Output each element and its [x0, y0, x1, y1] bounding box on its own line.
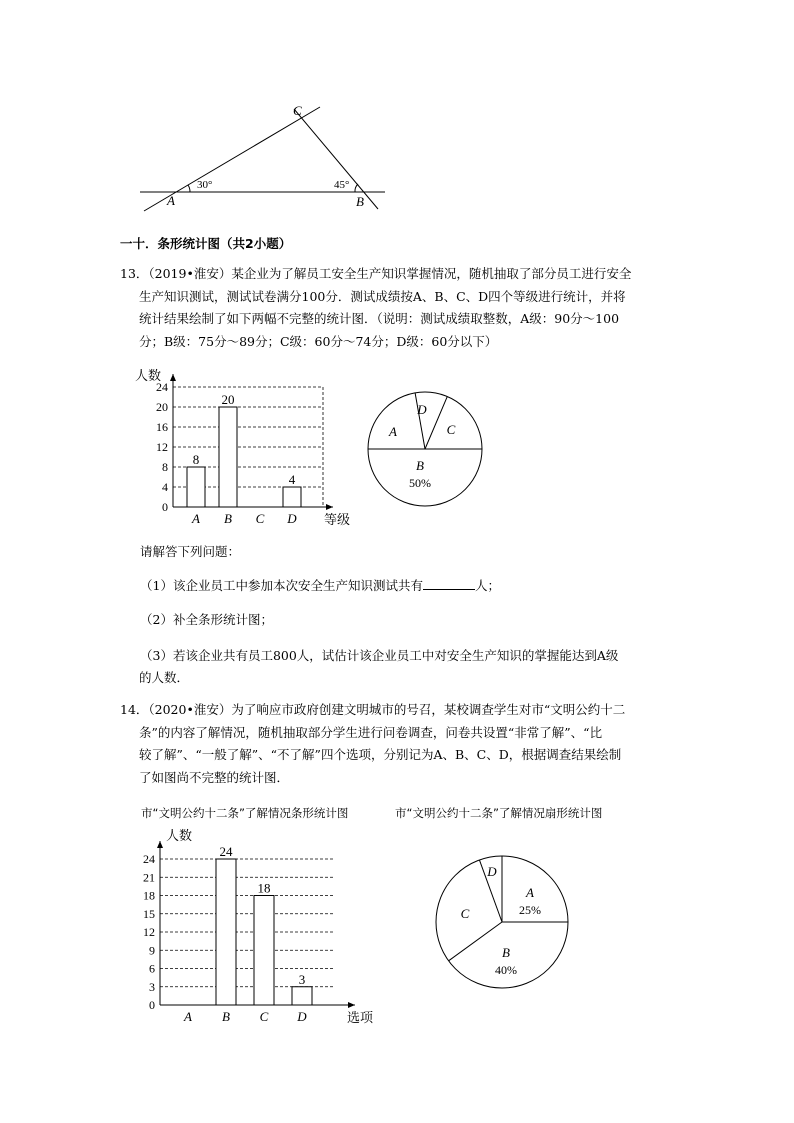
q13-sub1 — [140, 577, 700, 594]
bar-value-label: 20 — [221, 392, 235, 407]
q13-line-3: 统计结果绘制了如下两幅不完整的统计图．（说明：测试成绩取整数，A级：90分～100 — [139, 311, 620, 326]
q14-line-1-text: 为了响应市政府创建文明城市的号召，某校调查学生对市“文明公约十二 — [231, 702, 626, 717]
q13-sub2: （2）补全条形统计图； — [140, 612, 273, 627]
q14-bar-caption: 市“文明公约十二条”了解情况条形统计图 — [141, 806, 349, 820]
pie-slice-label: C — [446, 422, 456, 437]
vertex-c-label: C — [293, 103, 302, 118]
y-axis-arrow — [170, 374, 176, 381]
pie-slice-label: A — [389, 424, 397, 439]
bar-value-label: 8 — [192, 452, 200, 467]
x-axis-label: 选项 — [347, 1010, 374, 1025]
category-label: D — [297, 1009, 307, 1024]
q13-line-4: 分；B级：75分～89分；C级：60分～74分；D级：60分以下） — [139, 333, 498, 349]
line-bc — [294, 109, 378, 209]
q13-sub3-line1: （3）若该企业共有员工800人，试估计该企业员工中对安全生产知识的掌握能达到A级 — [140, 648, 619, 663]
q13-prompt: 请解答下列问题： — [140, 544, 241, 559]
q13-line-1 — [120, 263, 680, 286]
y-axis-arrow — [157, 841, 163, 848]
pie-slice-label: D — [487, 864, 497, 879]
y-tick-label: 8 — [162, 460, 168, 474]
y-tick-label: 24 — [156, 380, 168, 394]
x-axis-arrow — [348, 1002, 355, 1008]
vertex-b-label: B — [356, 194, 364, 209]
q14-pie-chart — [430, 850, 575, 995]
angle-b-label: 45° — [334, 179, 350, 191]
category-label: A — [184, 1009, 192, 1024]
triangle-figure — [130, 95, 400, 220]
q13-subquestions — [140, 543, 700, 689]
y-tick-label: 3 — [149, 979, 155, 994]
angle-a-arc — [188, 185, 190, 192]
y-tick-label: 21 — [143, 870, 155, 885]
q14-number: 14． — [120, 702, 149, 717]
q13-answer-blank[interactable] — [423, 578, 475, 590]
bar — [216, 859, 236, 1005]
y-tick-label: 12 — [156, 440, 168, 454]
q13-text — [120, 263, 680, 353]
q13-pie-chart — [360, 382, 490, 512]
y-tick-label: 20 — [156, 400, 168, 414]
q13-number: 13． — [120, 266, 149, 281]
x-axis-label: 等级 — [324, 512, 351, 527]
pie-value-label: 50% — [409, 476, 431, 490]
category-label: B — [222, 1009, 230, 1024]
y-tick-label: 16 — [156, 420, 168, 434]
pie-slice-label: D — [417, 402, 427, 417]
angle-a-label: 30° — [197, 179, 213, 191]
q14-line-4: 了如图尚不完整的统计图． — [139, 769, 290, 785]
category-label: A — [192, 511, 200, 526]
q14-line-3: 较了解”、“一般了解”、“不了解”四个选项，分别记为A、B、C、D，根据调查结果绘制 — [139, 747, 622, 762]
y-tick-label: 12 — [143, 925, 155, 939]
q14-bar-chart — [135, 825, 385, 1025]
y-tick-label: 0 — [162, 500, 168, 514]
bar-value-label: 18 — [257, 880, 271, 896]
bar-value-label: 3 — [298, 971, 306, 987]
pie-slice-label: B — [502, 945, 510, 960]
section-title: 一十．条形统计图（共2小题） — [120, 236, 292, 251]
category-label: C — [255, 511, 265, 526]
y-tick-label: 9 — [149, 943, 155, 958]
y-axis-label: 人数 — [166, 828, 193, 843]
pie-slice-label: B — [416, 458, 424, 473]
pie-slice-label: A — [526, 885, 534, 900]
q14-source: （2020•淮安） — [148, 702, 232, 717]
q13-sub1-text: （1）该企业员工中参加本次安全生产知识测试共有 — [140, 578, 423, 593]
pie-value-label: 40% — [495, 963, 517, 977]
q13-source: （2019•淮安） — [148, 266, 232, 281]
bar-value-label: 24 — [219, 844, 233, 859]
category-label: B — [224, 511, 232, 526]
q13-sub1-tail: 人； — [474, 578, 500, 593]
q13-sub3-line2: 的人数． — [139, 670, 190, 685]
bar — [292, 987, 312, 1005]
q14-line-1 — [120, 699, 680, 722]
pie-slice-label: C — [460, 906, 470, 921]
q14-line-2: 条”的内容了解情况，随机抽取部分学生进行问卷调查，问卷共设置“非常了解”、“比 — [139, 724, 603, 740]
y-tick-label: 24 — [143, 852, 155, 866]
bar — [187, 467, 205, 507]
q13-bar-chart — [130, 362, 370, 532]
category-label: C — [259, 1009, 269, 1024]
q13-line-1-text: 某企业为了解员工安全生产知识掌握情况，随机抽取了部分员工进行安全 — [231, 266, 632, 281]
bar — [219, 407, 237, 507]
y-tick-label: 0 — [149, 998, 155, 1012]
vertex-a-label: A — [167, 193, 175, 208]
x-axis-arrow — [326, 504, 333, 510]
y-tick-label: 6 — [149, 961, 155, 976]
q14-text — [120, 699, 680, 789]
y-tick-label: 18 — [143, 888, 155, 903]
q14-pie-caption: 市“文明公约十二条”了解情况扇形统计图 — [395, 806, 603, 820]
angle-b-arc — [355, 184, 358, 192]
bar — [254, 896, 274, 1006]
bar-value-label: 4 — [288, 472, 296, 487]
q13-line-2: 生产知识测试，测试试卷满分100分．测试成绩按A、B、C、D四个等级进行统计，并将 — [139, 288, 626, 304]
y-tick-label: 4 — [162, 480, 168, 494]
y-tick-label: 15 — [143, 906, 155, 921]
y-axis-label: 人数 — [135, 368, 162, 383]
category-label: D — [287, 511, 297, 526]
bar — [283, 487, 301, 507]
pie-value-label: 25% — [519, 903, 541, 917]
